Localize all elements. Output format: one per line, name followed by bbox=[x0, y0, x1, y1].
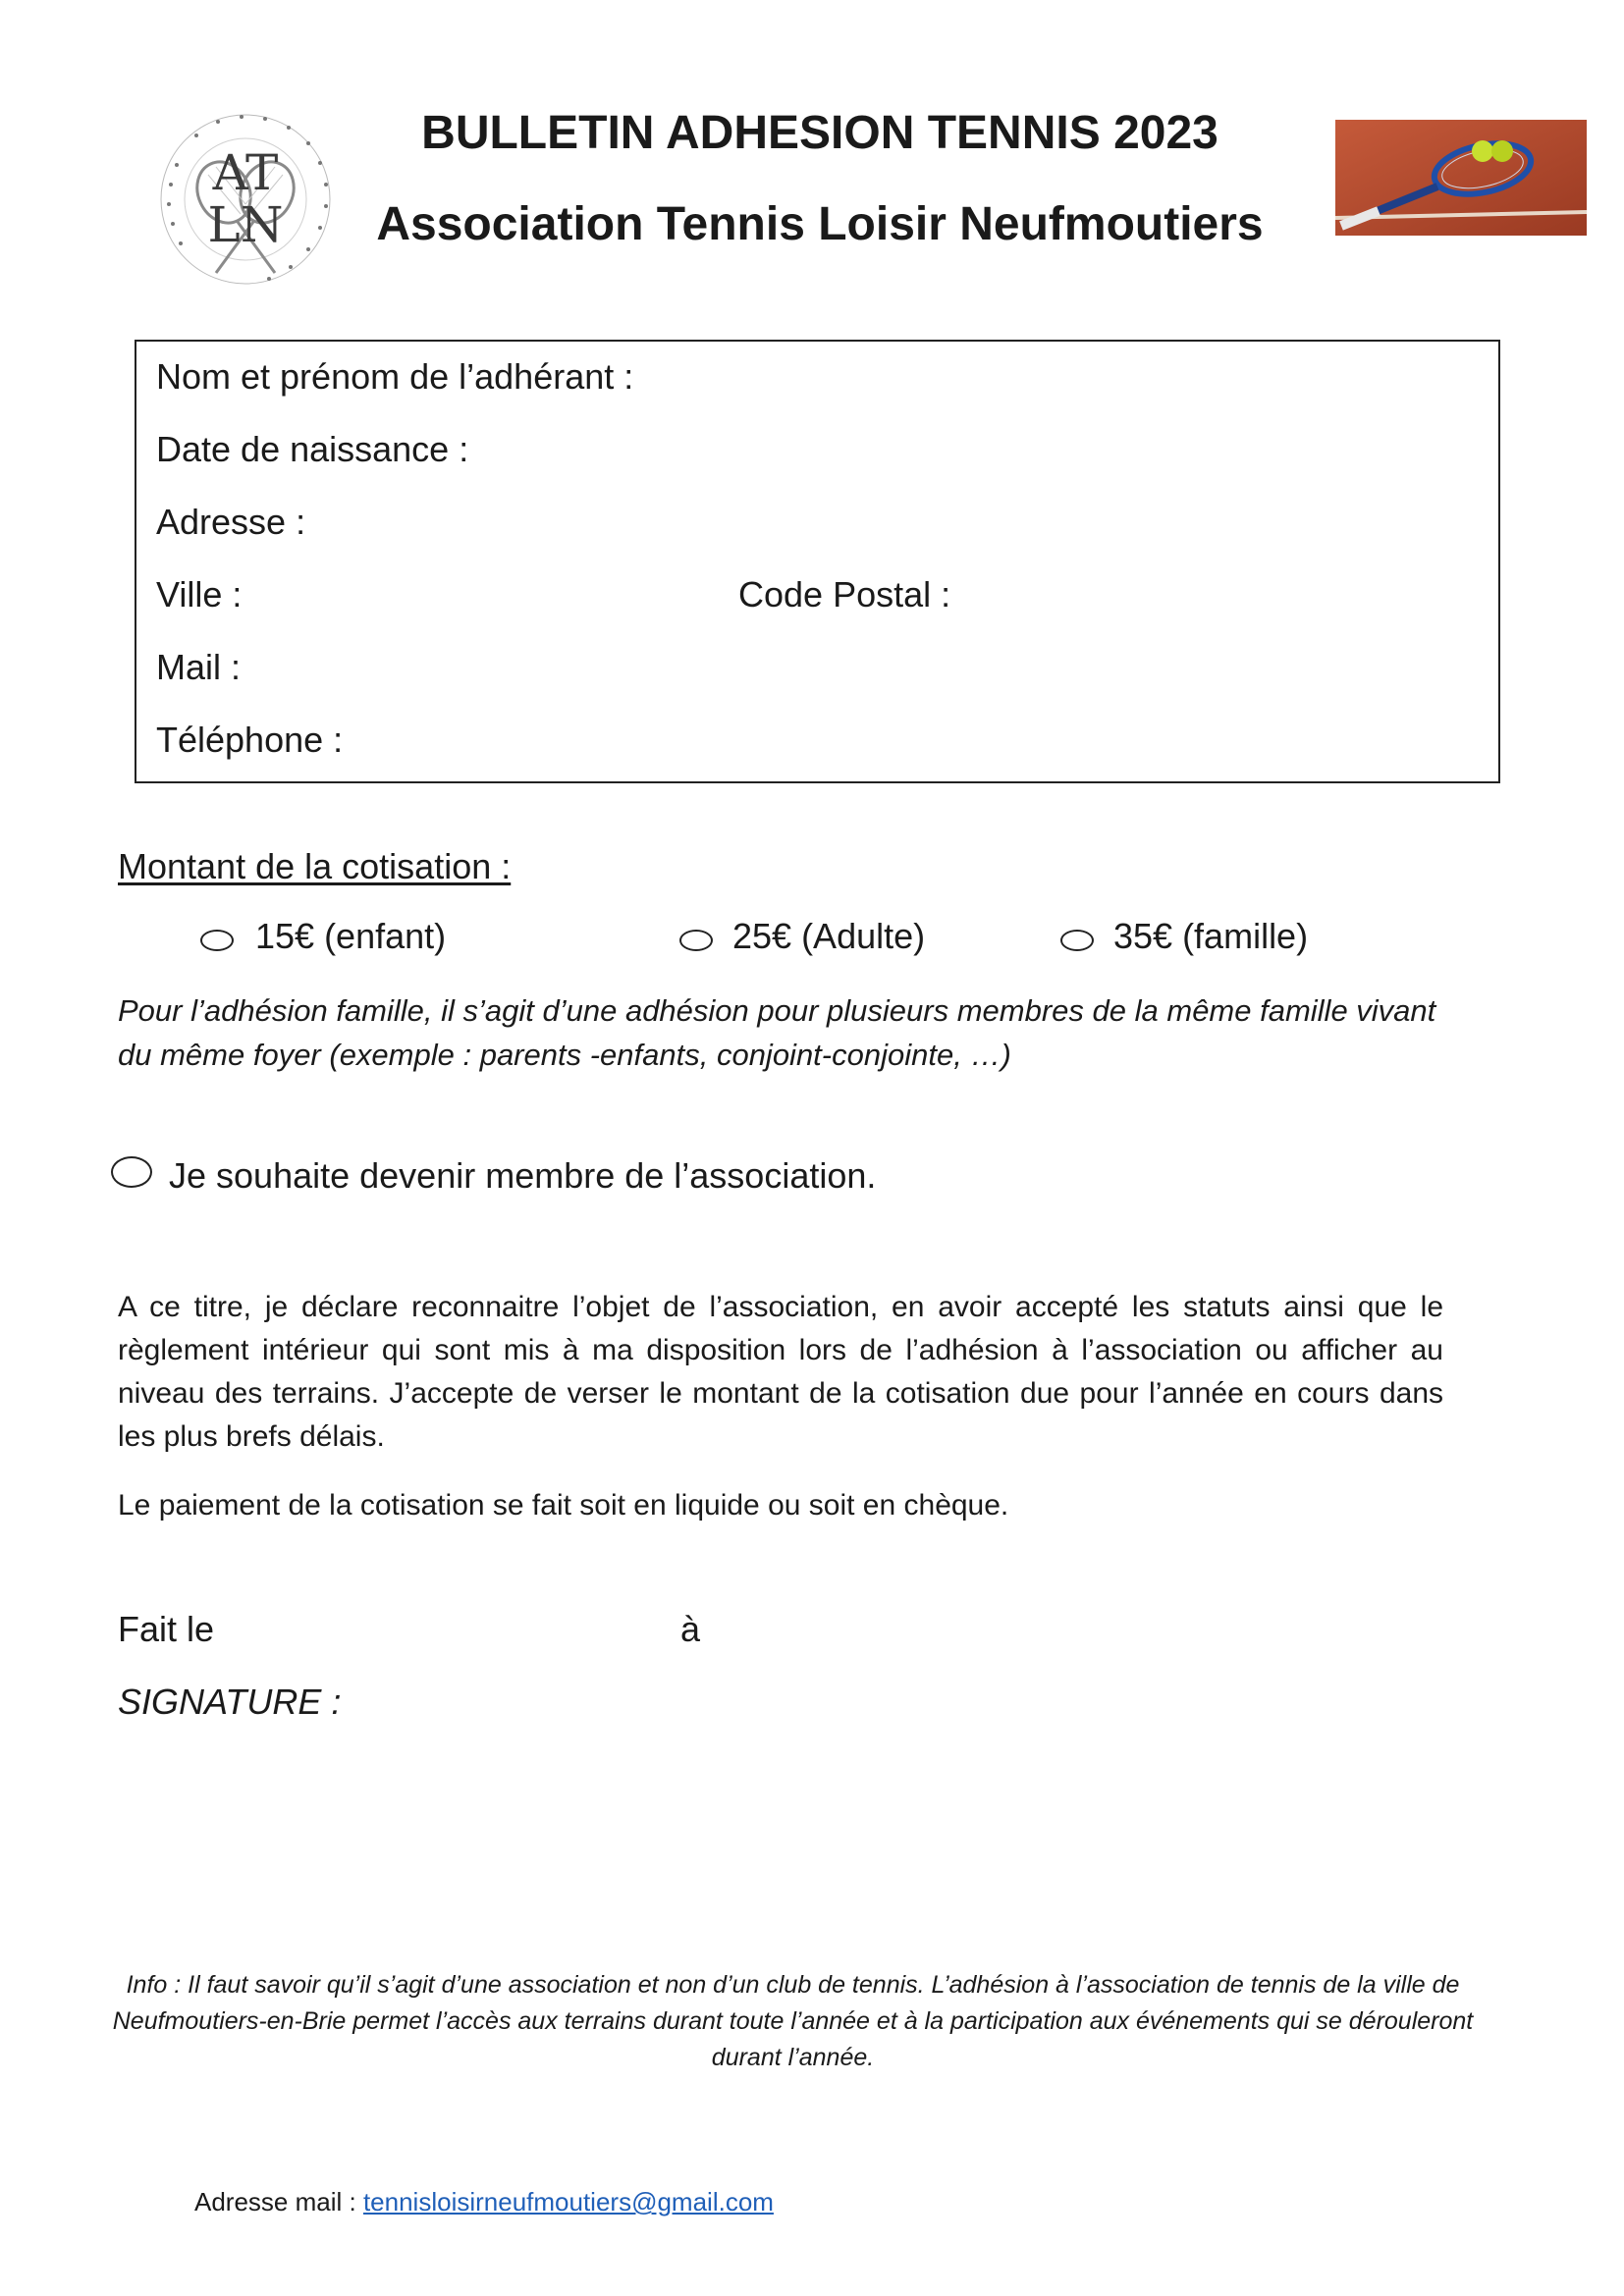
place-label: à bbox=[680, 1609, 701, 1649]
membership-radio[interactable] bbox=[111, 1156, 152, 1188]
option-enfant-label: 15€ (enfant) bbox=[255, 916, 447, 956]
member-info-box bbox=[135, 340, 1500, 783]
family-note: Pour l’adhésion famille, il s’agit d’une adhésion pour plusieurs membres de la même famille vivant du même foyer (exemple : parents -enfants, conjoint-conjointe, …) bbox=[118, 993, 1436, 1072]
option-adulte-label: 25€ (Adulte) bbox=[732, 916, 926, 956]
postal-code-field-label: Code Postal : bbox=[738, 574, 951, 614]
date-label: Fait le bbox=[118, 1609, 215, 1649]
city-field-label: Ville : bbox=[156, 574, 243, 614]
option-famille-label: 35€ (famille) bbox=[1113, 916, 1309, 956]
birth-date-field-label: Date de naissance : bbox=[156, 429, 469, 469]
membership-label: Je souhaite devenir membre de l’association. bbox=[169, 1155, 877, 1196]
name-field-label: Nom et prénom de l’adhérant : bbox=[156, 356, 634, 397]
info-note: Info : Il faut savoir qu’il s’agit d’une association et non d’un club de tennis. L’adhésion à l’association de tennis de la ville de Neufmoutiers-en-Brie permet l’accès aux terrains durant toute l’année et à la participation aux événements qui se dérouleront durant l’année. bbox=[112, 1971, 1474, 2071]
phone-field-label: Téléphone : bbox=[156, 720, 344, 760]
option-enfant-radio[interactable] bbox=[200, 930, 234, 951]
address-field-label: Adresse : bbox=[156, 502, 306, 542]
cotisation-title: Montant de la cotisation : bbox=[118, 846, 512, 886]
contact-mail-line bbox=[194, 2189, 774, 2215]
mail-field-label: Mail : bbox=[156, 647, 242, 687]
payment-paragraph: Le paiement de la cotisation se fait soit en liquide ou soit en chèque. bbox=[118, 1489, 1009, 1522]
contact-mail-label: Adresse mail : bbox=[194, 2187, 363, 2216]
page-subtitle: Association Tennis Loisir Neufmoutiers bbox=[376, 198, 1264, 250]
tennis-racket-photo-icon bbox=[1335, 120, 1587, 236]
option-adulte-radio[interactable] bbox=[679, 930, 713, 951]
svg-text:AT: AT bbox=[212, 144, 279, 201]
option-famille-radio[interactable] bbox=[1060, 930, 1094, 951]
declaration-paragraph: A ce titre, je déclare reconnaitre l’objet de l’association, en avoir accepté les statuts ainsi que le règlement intérieur qui sont mis à ma disposition lors de l’adhésion à l’association ou afficher au niveau des terrains. J’accepte de verser le montant de la cotisation due pour l’année en cours dans les plus brefs délais. bbox=[118, 1291, 1443, 1453]
page-title: BULLETIN ADHESION TENNIS 2023 bbox=[421, 107, 1218, 159]
signature-label: SIGNATURE : bbox=[118, 1682, 342, 1722]
atln-logo-icon bbox=[147, 106, 353, 288]
contact-mail-link[interactable]: tennisloisirneufmoutiers@gmail.com bbox=[362, 2187, 774, 2216]
svg-text:LN: LN bbox=[207, 196, 284, 253]
